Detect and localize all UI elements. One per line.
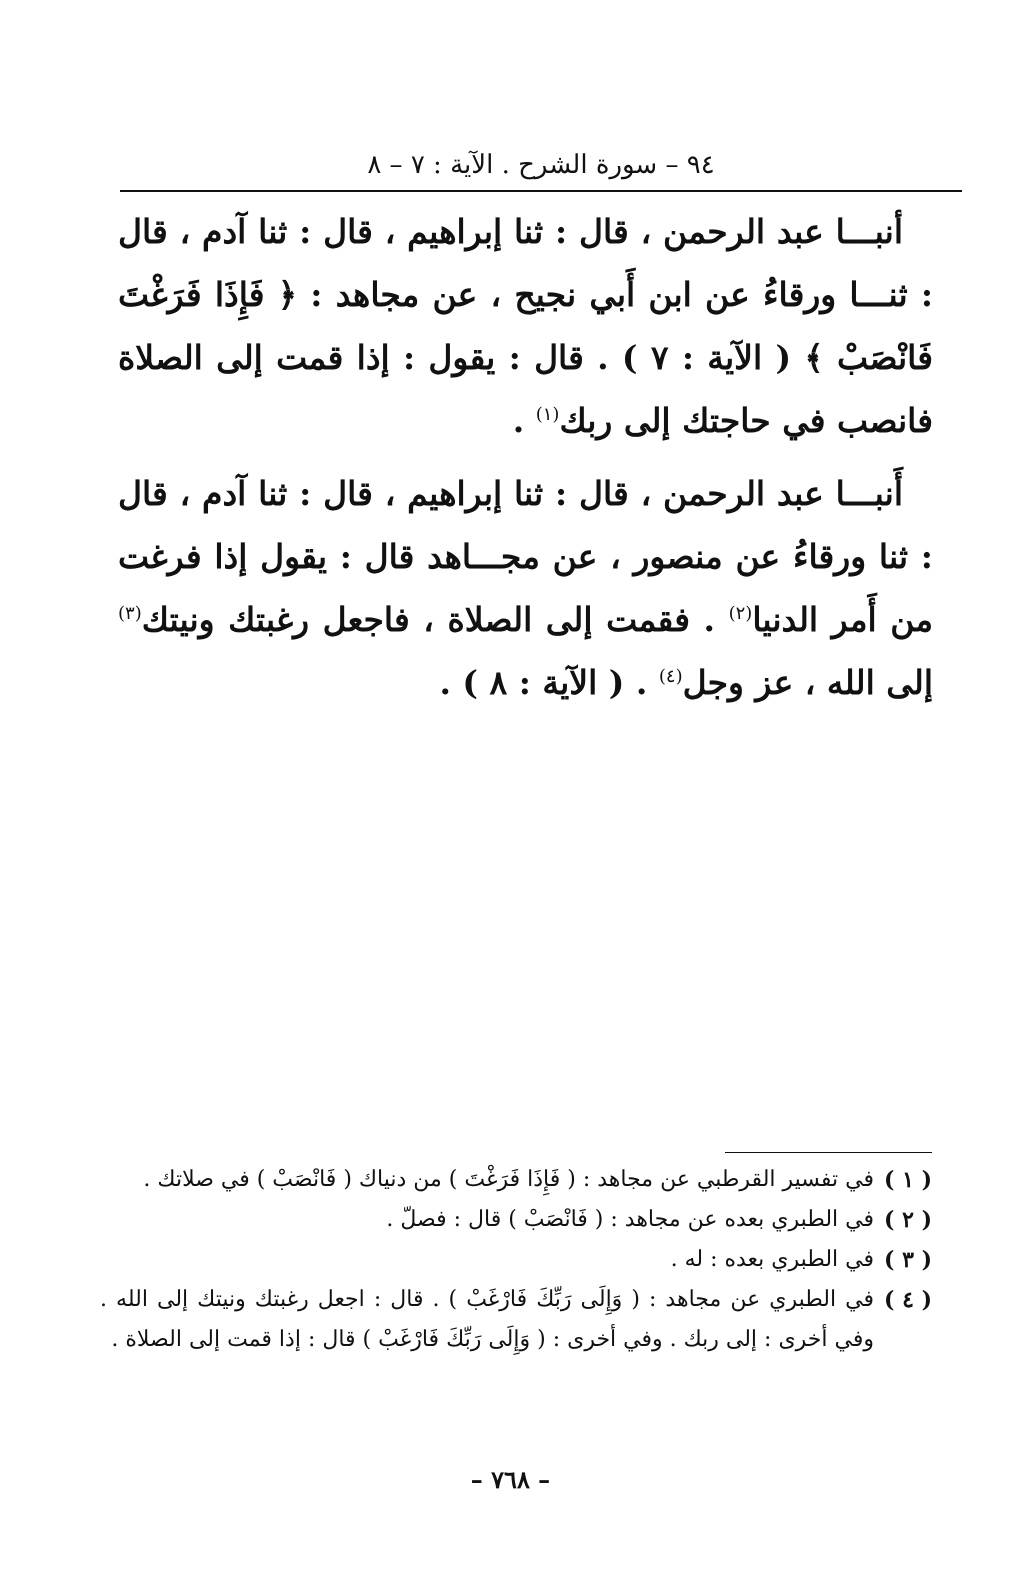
footnote-1: [100, 1160, 932, 1200]
footnote-2: [100, 1200, 932, 1240]
paragraph-2-tail: . ( الآية : ٨ ) .: [439, 663, 659, 702]
footnote-ref-2: (٢): [728, 603, 753, 624]
paragraph-1-tail: .: [512, 401, 536, 440]
footnote-3: [100, 1240, 932, 1280]
footnote-4: [100, 1280, 932, 1360]
footnote-ref-4: (٤): [658, 666, 683, 687]
paragraph-2-text: أَنبـــا عبد الرحمن ، قال : ثنا إبراهيم ، قال : ثنا آدم ، قال : ثنا ورقاءُ عن منصور ، عن مجـــاهد قال : يقول إذا فرغت من أَمر الدنيا: [118, 474, 933, 639]
footnotes: [100, 1160, 932, 1360]
footnote-text: في الطبري بعده عن مجاهد : ( فَانْصَبْ ) قال : فصلّ .: [386, 1207, 874, 1232]
page-number: – ٧٦٨ –: [470, 1465, 551, 1494]
paragraph-2-mid2: إلى الله ، عز وجل: [682, 663, 933, 702]
footnote-text: في الطبري عن مجاهد : ( وَإِلَى رَبِّكَ فَارْغَبْ ) . قال : اجعل رغبتك ونيتك إلى الله . وفي أخرى : إلى ربك . وفي أخرى : ( وَإِلَى رَبِّكَ فَارْغَبْ ) قال : إذا قمت إلى الصلاة .: [100, 1287, 874, 1352]
running-header: ٩٤ – سورة الشرح . الآية : ٧ – ٨: [367, 150, 715, 180]
main-text: [118, 200, 933, 724]
footnote-ref-3: (٣): [118, 603, 142, 624]
footnote-ref-1: (١): [535, 404, 560, 425]
footnote-divider: [725, 1152, 932, 1153]
footnote-number: ( ٢ ): [884, 1207, 932, 1233]
footnote-number: ( ٤ ): [884, 1287, 932, 1313]
footnote-number: ( ١ ): [884, 1167, 932, 1193]
paragraph-2-mid: . فقمت إلى الصلاة ، فاجعل رغبتك ونيتك: [141, 600, 729, 639]
paragraph-2: [118, 462, 933, 714]
footnote-number: ( ٣ ): [884, 1247, 932, 1273]
footnote-text: في تفسير القرطبي عن مجاهد : ( فَإِذَا فَرَغْتَ ) من دنياك ( فَانْصَبْ ) في صلاتك .: [143, 1167, 874, 1192]
footnote-text: في الطبري بعده : له .: [670, 1247, 874, 1272]
paragraph-1: [118, 200, 933, 452]
header-divider: [120, 190, 962, 192]
paragraph-1-text: أنبـــا عبد الرحمن ، قال : ثنا إبراهيم ، قال : ثنا آدم ، قال : ثنـــا ورقاءُ عن ابن أَبي نجيح ، عن مجاهد : ﴿ فَإِذَا فَرَغْتَ فَانْصَبْ ﴾ ( الآية : ٧ ) . قال : يقول : إذا قمت إلى الصلاة فانصب في حاجتك إلى ربك: [118, 212, 933, 440]
